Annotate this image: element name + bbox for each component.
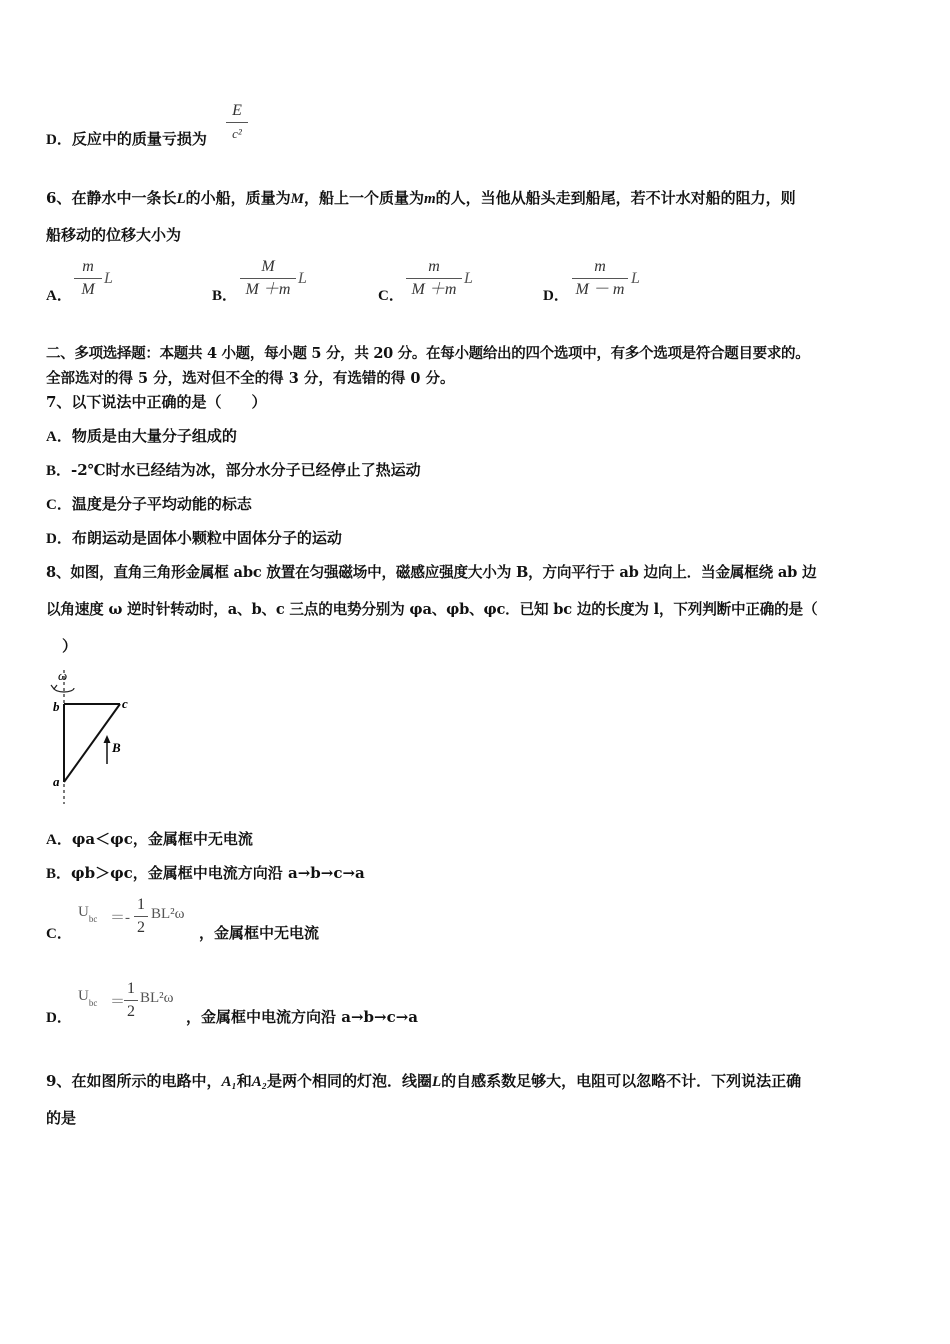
q8-option-d-eq: ＝ bbox=[110, 994, 126, 1010]
fraction-bar bbox=[124, 1000, 138, 1001]
var-L: L bbox=[431, 1074, 442, 1090]
option-text: φb＞φc，金属框中电流方向沿 a→b→c→a bbox=[71, 864, 365, 882]
fraction-numerator: m bbox=[82, 258, 94, 275]
q6-option-d-fraction bbox=[572, 258, 628, 299]
var-A2: A₂ bbox=[251, 1074, 267, 1090]
rotation-arrowhead-icon bbox=[51, 685, 57, 689]
option-text: φa＜φc，金属框中无电流 bbox=[71, 830, 253, 848]
option-text: 温度是分子平均动能的标志 bbox=[71, 495, 252, 513]
fraction-denominator: M ＋m bbox=[245, 281, 291, 298]
q8-triangle-figure bbox=[40, 664, 150, 810]
q8-option-c-tail: BL²ω bbox=[151, 906, 185, 922]
var-M: M bbox=[290, 191, 304, 207]
section-heading-line1: 二、多项选择题：本题共 4 小题，每小题 5 分，共 20 分。在每小题给出的四个选项中，有多个选项是符合题目要求的。 bbox=[46, 345, 810, 362]
q8-option-a bbox=[46, 828, 253, 849]
q8-option-c-fraction bbox=[134, 896, 148, 937]
label-omega: ω bbox=[58, 668, 68, 683]
stem-text: 的人，当他从船头走到船尾，若不计水对船的阻力，则 bbox=[435, 189, 796, 207]
fraction-bar bbox=[240, 278, 296, 279]
option-label: B． bbox=[46, 463, 72, 479]
stem-text: 在静水中一条长 bbox=[71, 189, 177, 207]
q7-option-d bbox=[46, 527, 342, 548]
q7-option-b bbox=[46, 459, 421, 480]
q6-option-c-fraction bbox=[406, 258, 462, 299]
fraction-bar bbox=[406, 278, 462, 279]
q8-option-c-U bbox=[78, 904, 98, 924]
option-text: -2℃时水已经结为冰，部分水分子已经停止了热运动 bbox=[71, 461, 421, 479]
q6-option-d-suffix: L bbox=[631, 270, 640, 287]
option-label: C． bbox=[46, 497, 72, 513]
q8-option-d-text: ，金属框中电流方向沿 a→b→c→a bbox=[186, 1008, 418, 1026]
q7-option-c bbox=[46, 493, 252, 514]
fraction-numerator: 1 bbox=[127, 980, 135, 997]
label-b: b bbox=[53, 699, 60, 714]
q6-option-a-fraction bbox=[74, 258, 102, 299]
label-a: a bbox=[53, 774, 60, 789]
option-label: B． bbox=[46, 866, 72, 882]
q8-option-d-U bbox=[78, 988, 98, 1008]
fraction-numerator: E bbox=[232, 102, 242, 119]
var-L: L bbox=[176, 191, 186, 207]
fraction-bar bbox=[134, 916, 148, 917]
fraction-numerator: m bbox=[428, 258, 440, 275]
q7-option-a bbox=[46, 425, 237, 446]
fraction-numerator: 1 bbox=[137, 896, 145, 913]
q8-option-b bbox=[46, 862, 365, 883]
q6-option-b-label: B． bbox=[212, 288, 238, 304]
option-label: D． bbox=[46, 531, 72, 547]
question-number: 6、 bbox=[46, 189, 72, 207]
stem-text: 是两个相同的灯泡．线圈 bbox=[266, 1072, 432, 1090]
fraction-numerator: m bbox=[594, 258, 606, 275]
stem-text: 在如图所示的电路中， bbox=[71, 1072, 222, 1090]
label-c: c bbox=[122, 696, 128, 711]
option-label: D． bbox=[46, 132, 72, 148]
symbol-U: U bbox=[78, 988, 89, 1004]
q8-option-d-label: D． bbox=[46, 1010, 72, 1026]
q6-option-a-label: A． bbox=[46, 288, 72, 304]
fraction-denominator: M － m bbox=[575, 281, 625, 298]
q6-option-c-suffix: L bbox=[464, 270, 473, 287]
q6-option-d-label: D． bbox=[543, 288, 569, 304]
fraction-denominator: M ＋m bbox=[411, 281, 457, 298]
stem-text: 的自感系数足够大，电阻可以忽略不计．下列说法正确 bbox=[441, 1072, 802, 1090]
fraction-denominator: 2 bbox=[127, 1003, 135, 1020]
q8-stem-line2: 以角速度 ω 逆时针转动时，a、b、c 三点的电势分别为 φa、φb、φc．已知 bc 边的长度为 l，下列判断中正确的是（ bbox=[46, 601, 818, 618]
q9-stem-line2: 的是 bbox=[46, 1109, 77, 1127]
stem-text: ，船上一个质量为 bbox=[303, 189, 424, 207]
stem-text: 和 bbox=[236, 1072, 252, 1090]
q9-stem-line1 bbox=[46, 1070, 801, 1091]
symbol-U: U bbox=[78, 904, 89, 920]
q6-option-c-label: C． bbox=[378, 288, 404, 304]
option-label: A． bbox=[46, 429, 72, 445]
q7-stem: 7、以下说法中正确的是（ ） bbox=[46, 393, 267, 411]
q6-option-b-fraction bbox=[240, 258, 296, 299]
q6-option-a-suffix: L bbox=[104, 270, 113, 287]
subscript-bc: bc bbox=[88, 914, 98, 924]
q8-stem-line3: ） bbox=[62, 637, 78, 655]
section-heading-line2: 全部选对的得 5 分，选对但不全的得 3 分，有选错的得 0 分。 bbox=[46, 370, 455, 387]
fraction-denominator: c² bbox=[232, 126, 242, 141]
q8-option-c-text: ，金属框中无电流 bbox=[199, 924, 320, 942]
option-label: A． bbox=[46, 832, 72, 848]
q8-option-c-label: C． bbox=[46, 926, 72, 942]
field-arrowhead-icon bbox=[104, 735, 111, 743]
option-text: 物质是由大量分子组成的 bbox=[71, 427, 237, 445]
q6-stem-line2: 船移动的位移大小为 bbox=[46, 226, 182, 244]
q8-option-d-fraction bbox=[124, 980, 138, 1021]
fraction-bar bbox=[226, 122, 248, 123]
fraction-denominator: M bbox=[81, 281, 95, 298]
fraction-bar bbox=[572, 278, 628, 279]
q5-option-d bbox=[46, 128, 207, 149]
var-A1: A₁ bbox=[221, 1074, 237, 1090]
fraction-numerator: M bbox=[261, 258, 275, 275]
option-text: 反应中的质量亏损为 bbox=[71, 130, 207, 148]
q5-fraction bbox=[226, 102, 248, 143]
q8-option-c-eq: ＝- bbox=[110, 910, 130, 926]
option-text: 布朗运动是固体小颗粒中固体分子的运动 bbox=[71, 529, 342, 547]
q6-stem-line1 bbox=[46, 187, 796, 208]
fraction-denominator: 2 bbox=[137, 919, 145, 936]
var-m: m bbox=[424, 191, 436, 207]
fraction-bar bbox=[74, 278, 102, 279]
q6-option-b-suffix: L bbox=[298, 270, 307, 287]
question-number: 9、 bbox=[46, 1072, 72, 1090]
stem-text: 的小船，质量为 bbox=[185, 189, 291, 207]
label-B: B bbox=[112, 740, 121, 755]
q8-stem-line1: 8、如图，直角三角形金属框 abc 放置在匀强磁场中，磁感应强度大小为 B，方向平行于 ab 边向上．当金属框绕 ab 边 bbox=[46, 564, 817, 581]
q8-option-d-tail: BL²ω bbox=[140, 990, 174, 1006]
subscript-bc: bc bbox=[88, 998, 98, 1008]
